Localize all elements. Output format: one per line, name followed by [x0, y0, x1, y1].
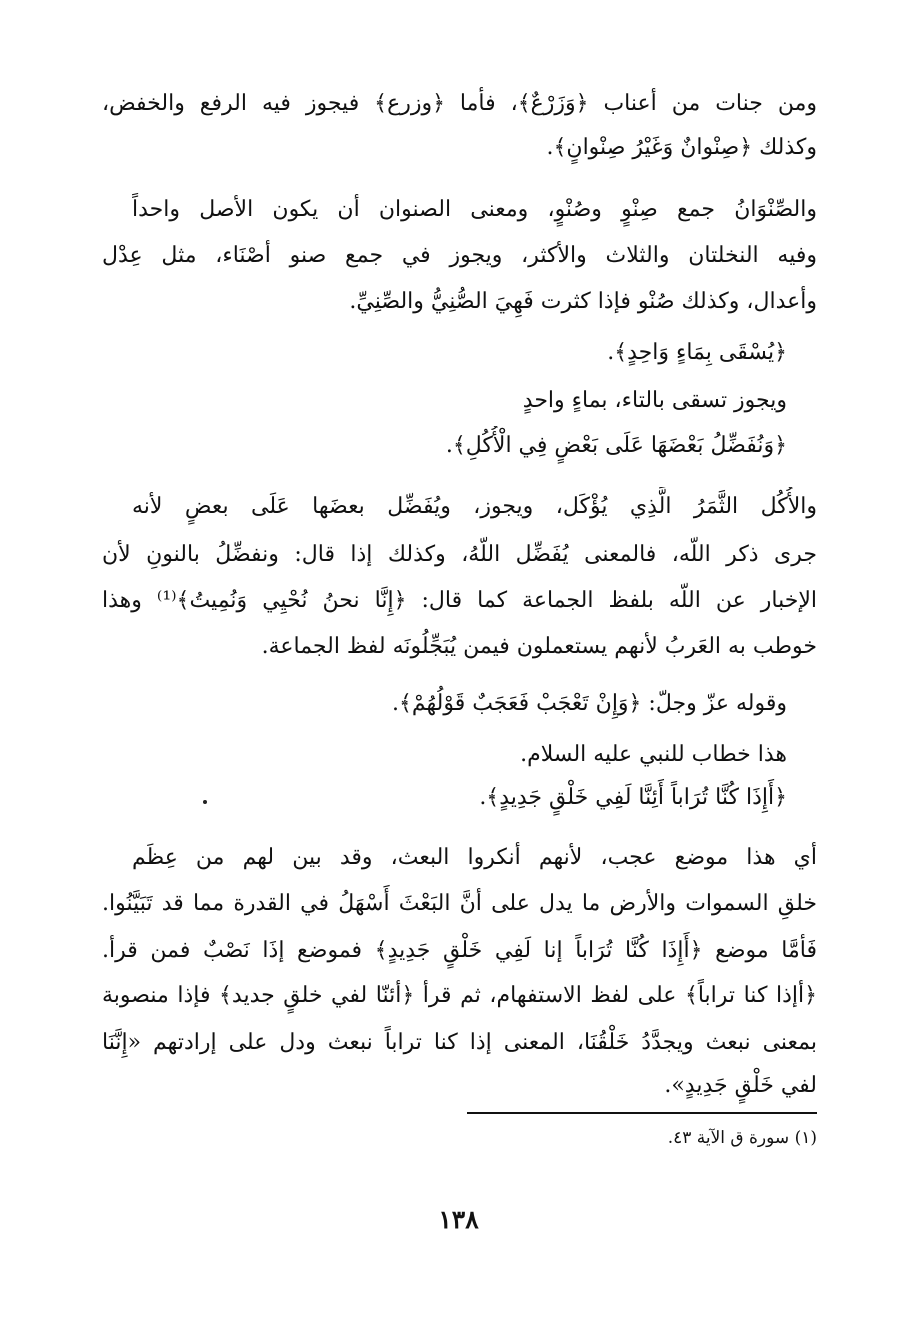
footnote: (١) سورة ق الآية ٤٣. — [667, 1128, 817, 1148]
text-line-7: ويجوز تسقى بالتاء، بماءٍ واحدٍ — [522, 388, 787, 413]
text-line-20: بمعنى نبعث ويجدَّدُ خَلْقُنَا، المعنى إذا كنا تراباً نبعث ودل على إرادتهم «إِنَّنَا — [102, 1030, 817, 1055]
text-line-2: وكذلك ﴿صِنْوانٌ وَغَيْرُ صِنْوانٍ﴾. — [546, 135, 817, 160]
page-number: ١٣٨ — [438, 1205, 479, 1234]
print-speck — [203, 800, 207, 804]
text-line-8: ﴿وَنُفَضِّلُ بَعْضَهَا عَلَى بَعْضٍ فِي الْأُكُلِ﴾. — [445, 433, 787, 458]
text-line-19: ﴿أإذا كنا تراباً﴾ على لفظ الاستفهام، ثم قرأ ﴿أئنّا لفي خلقٍ جديد﴾ فإذا منصوبة — [102, 983, 817, 1008]
text-line-13: وقوله عزّ وجلّ: ﴿وَإِنْ تَعْجَبْ فَعَجَبٌ قَوْلُهُمْ﴾. — [391, 691, 787, 716]
text-line-1: ومن جنات من أعناب ﴿وَزَرْعٌ﴾، فأما ﴿وزرع﴾ فيجوز فيه الرفع والخفض، — [102, 91, 817, 116]
text-line-14: هذا خطاب للنبي عليه السلام. — [520, 742, 787, 767]
text-line-5: وأعدال، وكذلك صُنْو فإذا كثرت فَهِيَ الصُّنِيُّ والصِّنِيِّ. — [349, 289, 817, 314]
text-line-4: وفيه النخلتان والثلاث والأكثر، ويجوز في جمع صنو أصْنَاء، مثل عِدْل — [102, 243, 817, 268]
text-line-12: خوطب به العَربُ لأنهم يستعملون فيمن يُبَجِّلُونَه لفظ الجماعة. — [261, 634, 817, 659]
text-line-15: ﴿أَإِذَا كُنَّا تُرَاباً أَئِنَّا لَفِي خَلْقٍ جَدِيدٍ﴾. — [479, 785, 787, 810]
text-line-17: خلقِ السموات والأرض ما يدل على أنَّ البَعْثَ أَسْهَلُ في القدرة مما قد تَبَيَّنُوا. — [102, 891, 817, 916]
text-line-18: فَأمَّا موضع ﴿أَإِذَا كُنَّا تُرَاباً إنا لَفِي خَلْقٍ جَدِيدٍ﴾ فموضع إذَا نَصْبٌ فمن قرأ. — [102, 938, 817, 963]
text-line-11: الإخبار عن اللّه بلفظ الجماعة كما قال: ﴿إِنَّا نحنُ نُحْيِي وَنُمِيتُ﴾⁽¹⁾ وهذا — [102, 588, 817, 613]
text-line-16: أي هذا موضع عجب، لأنهم أنكروا البعث، وقد بين لهم من عِظَم — [132, 845, 817, 870]
text-line-3: والصِّنْوَانُ جمع صِنْوٍ وصُنْوٍ، ومعنى الصنوان أن يكون الأصل واحداً — [132, 197, 817, 222]
text-line-9: والأُكُل الثَّمَرُ الَّذِي يُؤْكَل، ويجوز، ويُفَضِّل بعضَها عَلَى بعضٍ لأنه — [132, 494, 817, 519]
text-line-10: جرى ذكر اللّه، فالمعنى يُفَضِّل اللّهُ، وكذلك إذا قال: ونفضِّلُ بالنونِ لأن — [102, 542, 817, 567]
text-line-21: لفي خَلْقٍ جَدِيدٍ». — [664, 1073, 817, 1098]
text-line-6: ﴿يُسْقَى بِمَاءٍ وَاحِدٍ﴾. — [607, 340, 787, 365]
footnote-separator — [467, 1112, 817, 1114]
